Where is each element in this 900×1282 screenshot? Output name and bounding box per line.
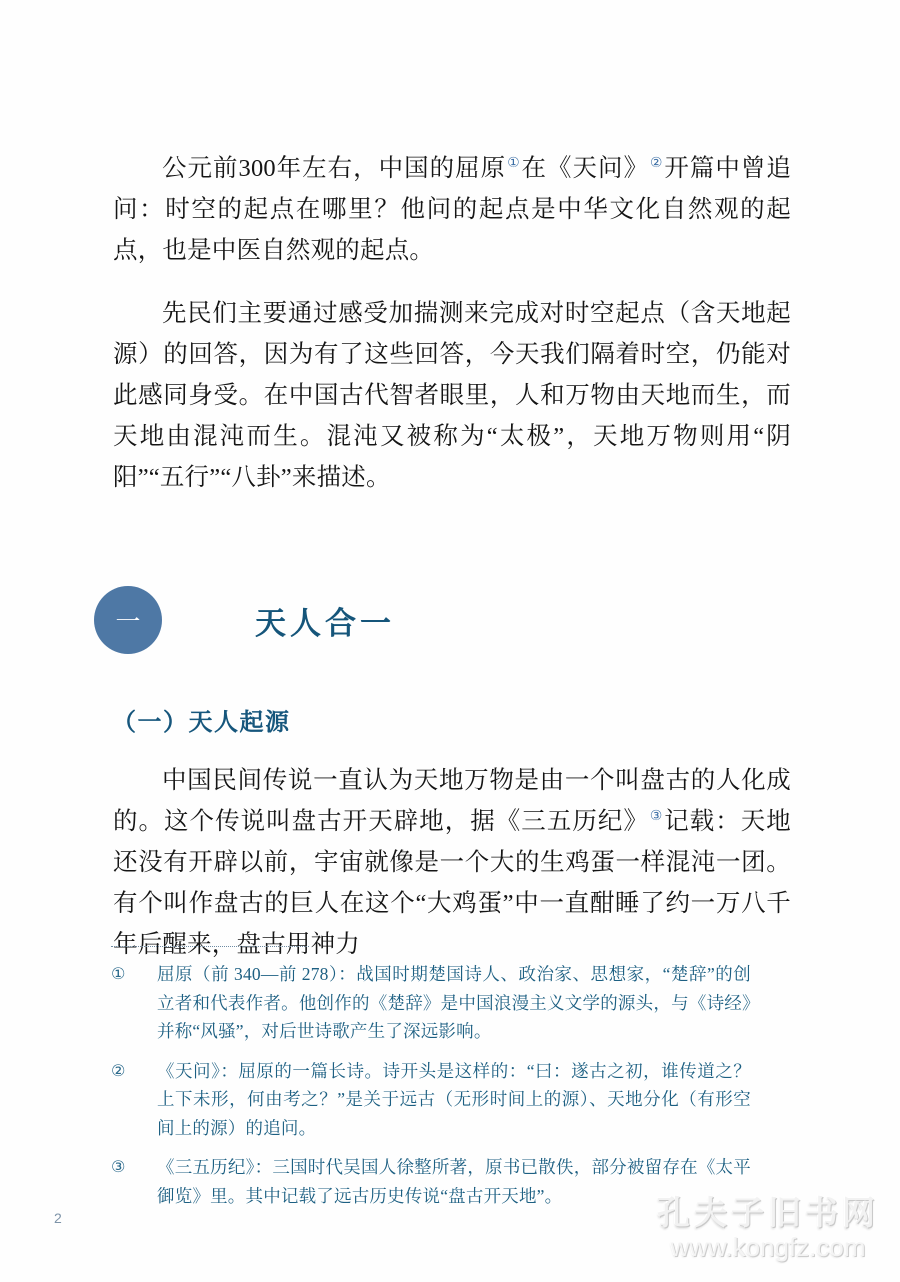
paragraph-main-1 bbox=[113, 760, 791, 965]
footnote-item bbox=[111, 1153, 751, 1210]
footnote-ref-2-icon[interactable]: ② bbox=[650, 154, 664, 171]
footnote-marker-icon: ③ bbox=[111, 1157, 126, 1176]
footnote-marker-icon: ① bbox=[111, 964, 126, 983]
footnote-ref-1-icon[interactable]: ① bbox=[507, 154, 521, 171]
paragraph-text-segment: 中国民间传说一直认为天地万物是由一个叫盘古的人化成的。这个传说叫盘古开天辟地，据《三五历纪》 bbox=[113, 767, 791, 835]
footnote-ref-3-icon[interactable]: ③ bbox=[649, 807, 664, 824]
paragraph-intro-1 bbox=[113, 148, 791, 271]
footnote-list bbox=[111, 960, 751, 1210]
main-text-block bbox=[113, 760, 791, 965]
paragraph-text-segment: 开篇中曾追问：时空的起点在哪里？他问的起点是中华文化自然观的起点，也是中医自然观的起点。 bbox=[113, 155, 792, 264]
footnote-marker-icon: ② bbox=[111, 1060, 126, 1080]
section-title: 天人合一 bbox=[255, 605, 395, 641]
footnote-text: 《天问》：屈原的一篇长诗。诗开头是这样的：“曰：遂古之初，谁传道之？上下未形，何由考之？”是关于远古（无形时间上的源）、天地分化（有形空间上的源）的追问。 bbox=[157, 1060, 751, 1138]
paragraph-text-segment: 在《天问》 bbox=[521, 155, 650, 182]
paragraph-text-segment: 记载：天地还没有开辟以前，宇宙就像是一个大的生鸡蛋一样混沌一团。有个叫作盘古的巨人在这个“大鸡蛋”中一直酣睡了约一万八千年后醒来，盘古用神力 bbox=[113, 808, 792, 958]
paragraph-text-segment: 公元前300年左右，中国的屈原 bbox=[162, 155, 507, 182]
watermark-url: www.kongfz.com bbox=[670, 1232, 866, 1262]
watermark-site-name: 孔夫子旧书网 bbox=[657, 1196, 879, 1232]
footnote-item bbox=[111, 1057, 751, 1143]
page-number: 2 bbox=[54, 1210, 62, 1226]
section-heading bbox=[94, 586, 395, 654]
footnote-item bbox=[111, 960, 751, 1046]
footnote-text: 《三五历纪》：三国时代吴国人徐整所著，原书已散佚，部分被留存在《太平御览》里。其中记载了远古历史传说“盘古开天地”。 bbox=[157, 1157, 751, 1206]
section-number-badge: 一 bbox=[94, 586, 162, 654]
footnote-separator bbox=[111, 946, 309, 947]
intro-text-block bbox=[113, 148, 791, 498]
paragraph-intro-2: 先民们主要通过感受加揣测来完成对时空起点（含天地起源）的回答，因为有了这些回答，今天我们隔着时空，仍能对此感同身受。在中国古代智者眼里，人和万物由天地而生，而天地由混沌而生。混沌又被称为“太极”，天地万物则用“阴阳”“五行”“八卦”来描述。 bbox=[113, 300, 791, 491]
subsection-title: （一）天人起源 bbox=[112, 710, 291, 736]
footnote-text: 屈原（前 340—前 278）：战国时期楚国诗人、政治家、思想家，“楚辞”的创立者和代表作者。他创作的《楚辞》是中国浪漫主义文学的源头，与《诗经》并称“风骚”，对后世诗歌产生了深远影响。 bbox=[157, 964, 751, 1041]
